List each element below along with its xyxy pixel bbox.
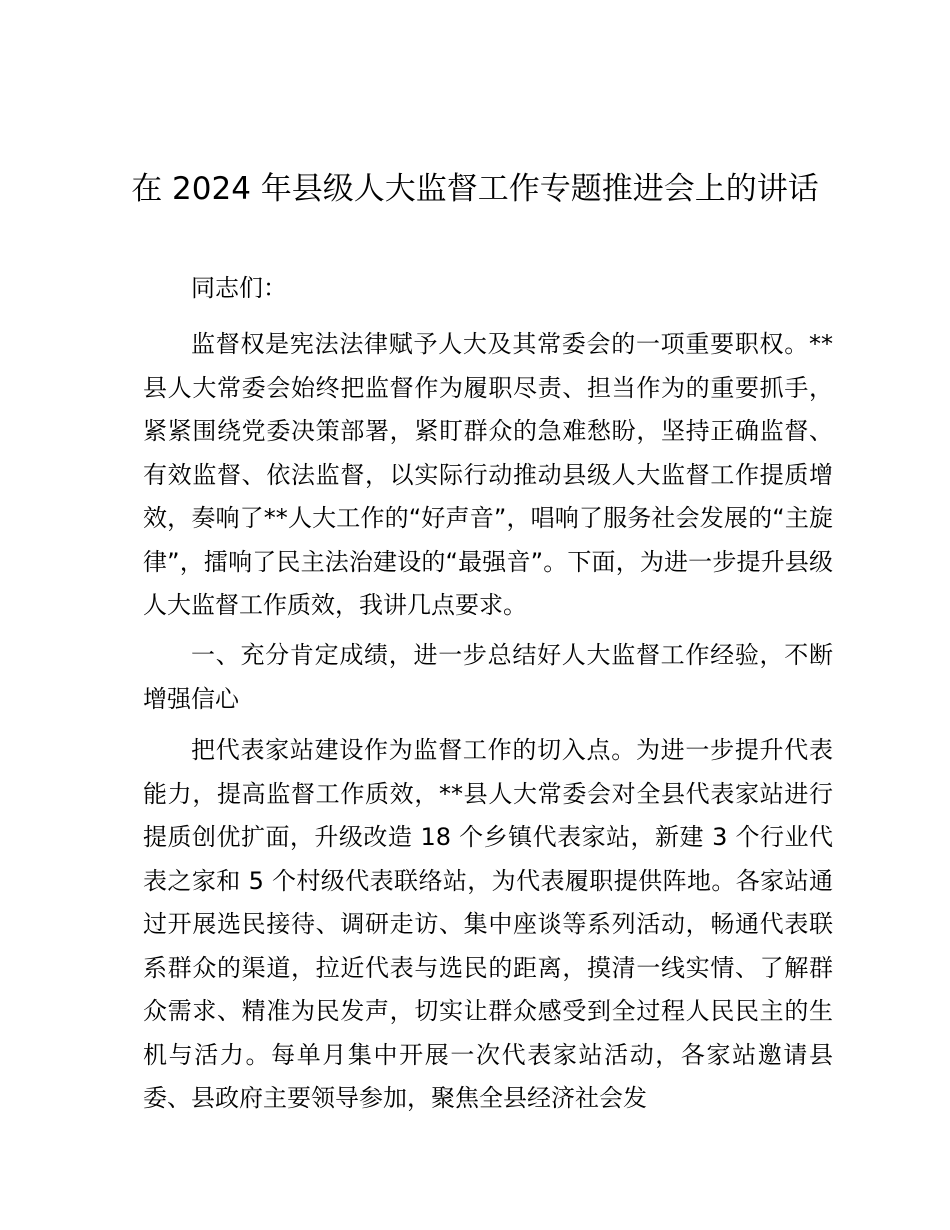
- paragraph-intro: 监督权是宪法法律赋予人大及其常委会的一项重要职权。**县人大常委会始终把监督作为履职尽责、担当作为的重要抓手，紧紧围绕党委决策部署，紧盯群众的急难愁盼，坚持正确监督、有效监督、依法监督，以实际行动推动县级人大监督工作提质增效，奏响了**人大工作的“好声音”，唱响了服务社会发展的“主旋律”，擂响了民主法治建设的“最强音”。下面，为进一步提升县级人大监督工作质效，我讲几点要求。: [143, 330, 833, 619]
- document-title: 在 2024 年县级人大监督工作专题推进会上的讲话: [131, 171, 819, 207]
- section-heading-1: 一、充分肯定成绩，进一步总结好人大监督工作经验，不断增强信心: [143, 641, 833, 713]
- greeting: 同志们：: [191, 274, 287, 302]
- paragraph-representative-stations: 把代表家站建设作为监督工作的切入点。为进一步提升代表能力，提高监督工作质效，**县人大常委会对全县代表家站进行提质创优扩面，升级改造 18 个乡镇代表家站，新建 3 个行业代表之家和 5 个村级代表联络站，为代表履职提供阵地。各家站通过开展选民接待、调研走访、集中座谈等系列活动，畅通代表联系群众的渠道，拉近代表与选民的距离，摸清一线实情、了解群众需求、精准为民发声，切实让群众感受到全过程人民民主的生机与活力。每单月集中开展一次代表家站活动，各家站邀请县委、县政府主要领导参加，聚焦全县经济社会发: [143, 736, 833, 1112]
